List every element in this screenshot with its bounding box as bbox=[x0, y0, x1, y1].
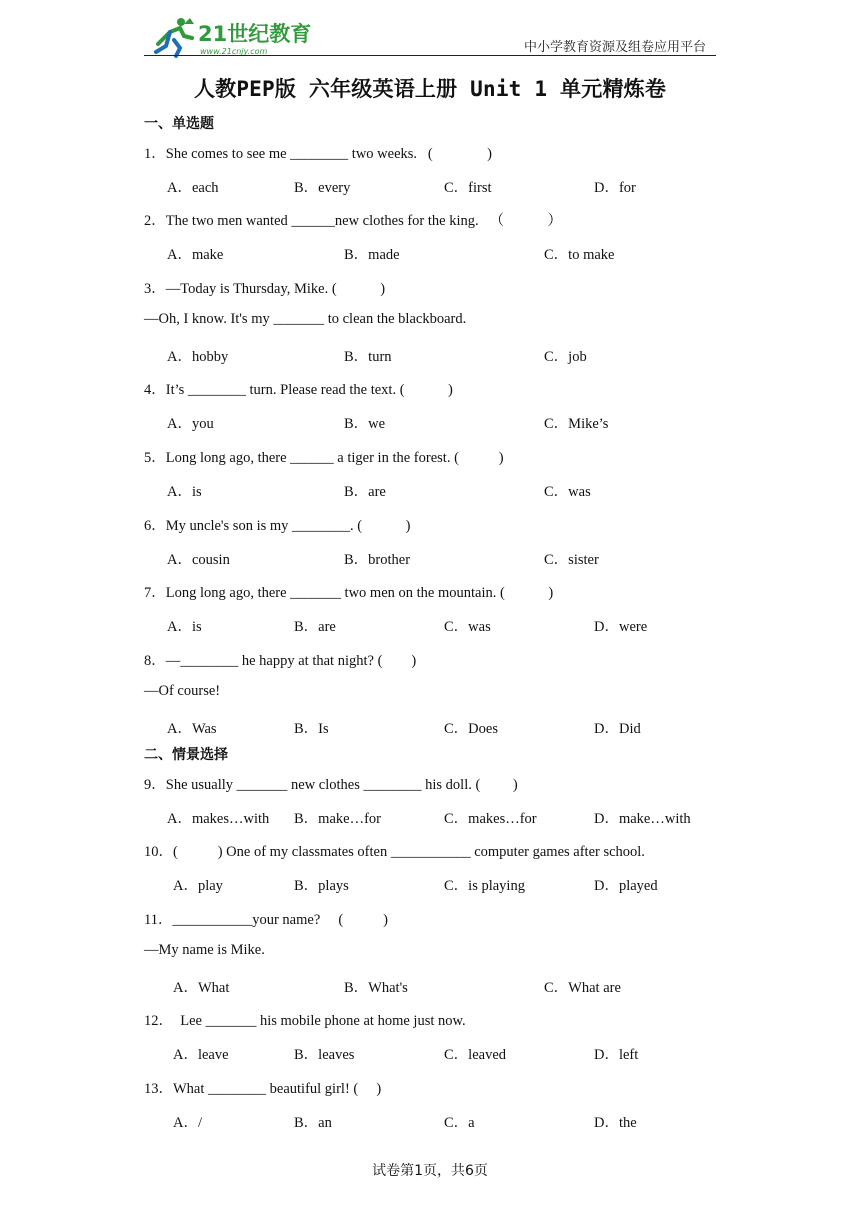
option: C．What are bbox=[544, 980, 621, 996]
question-stem: 12． Lee _______ his mobile phone at home just now. bbox=[144, 1013, 466, 1029]
option: B．brother bbox=[344, 552, 411, 568]
option: C．Mike’s bbox=[544, 416, 609, 432]
option: B．make…for bbox=[294, 811, 381, 827]
logo-url: www.21cnjy.com bbox=[200, 47, 268, 56]
option: C．Does bbox=[444, 721, 498, 737]
runner-icon bbox=[156, 18, 194, 56]
option: D．the bbox=[594, 1115, 637, 1131]
question-stem: 3．—Today is Thursday, Mike. ( ) bbox=[144, 281, 386, 297]
section-heading: 二、情景选择 bbox=[144, 747, 228, 763]
option: A．hobby bbox=[167, 349, 229, 365]
option: A．Was bbox=[167, 721, 217, 737]
option: C．a bbox=[444, 1115, 475, 1131]
option: B．made bbox=[344, 247, 400, 263]
option: C．is playing bbox=[444, 878, 525, 894]
question-stem: 1．She comes to see me ________ two weeks. ( ) bbox=[144, 146, 492, 162]
option: A．make bbox=[167, 247, 224, 263]
page-footer: 试卷第1页，共6页 bbox=[372, 1163, 488, 1179]
option: A．makes…with bbox=[167, 811, 270, 827]
question-stem: 10．( ) One of my classmates often ___________ computer games after school. bbox=[144, 844, 645, 860]
option: D．for bbox=[594, 180, 636, 196]
option: A．leave bbox=[173, 1047, 229, 1063]
question-stem: 6．My uncle's son is my ________. ( ) bbox=[144, 518, 411, 534]
option: B．we bbox=[344, 416, 386, 432]
option: C．sister bbox=[544, 552, 599, 568]
logo-text: 21世纪教育 bbox=[198, 22, 312, 46]
option: A．you bbox=[167, 416, 214, 432]
option: D．were bbox=[594, 619, 648, 635]
option: D．played bbox=[594, 878, 658, 894]
option: C．job bbox=[544, 349, 587, 365]
option: D．make…with bbox=[594, 811, 691, 827]
question-stem: 11．___________your name? ( ) bbox=[144, 912, 388, 928]
option: B．plays bbox=[294, 878, 349, 894]
option: D．left bbox=[594, 1047, 639, 1063]
option: A．is bbox=[167, 619, 202, 635]
question-stem: 2．The two men wanted ______new clothes for the king. （ ） bbox=[144, 213, 563, 229]
option: A．cousin bbox=[167, 552, 230, 568]
section-heading: 一、单选题 bbox=[144, 116, 214, 132]
page-title: 人教PEP版 六年级英语上册 Unit 1 单元精炼卷 bbox=[193, 77, 667, 101]
option: C．was bbox=[544, 484, 591, 500]
option: A．each bbox=[167, 180, 219, 196]
site-logo bbox=[146, 14, 316, 58]
platform-name: 中小学教育资源及组卷应用平台 bbox=[523, 40, 706, 55]
option: A．/ bbox=[173, 1115, 202, 1131]
question-stem: 7．Long long ago, there _______ two men on the mountain. ( ) bbox=[144, 585, 554, 601]
question-stem: 13．What ________ beautiful girl! ( ) bbox=[144, 1081, 382, 1097]
option: B．turn bbox=[344, 349, 392, 365]
option: B．leaves bbox=[294, 1047, 355, 1063]
option: B．Is bbox=[294, 721, 329, 737]
option: C．makes…for bbox=[444, 811, 537, 827]
header-divider bbox=[144, 55, 716, 56]
option: C．was bbox=[444, 619, 491, 635]
option: C．first bbox=[444, 180, 492, 196]
option: C．to make bbox=[544, 247, 615, 263]
option: B．are bbox=[344, 484, 386, 500]
question-stem-line: —My name is Mike. bbox=[144, 942, 265, 958]
option: A．is bbox=[167, 484, 202, 500]
question-stem: 5．Long long ago, there ______ a tiger in the forest. ( ) bbox=[144, 450, 504, 466]
question-stem-line: —Of course! bbox=[144, 683, 221, 699]
question-stem: 8．—________ he happy at that night? ( ) bbox=[144, 653, 417, 669]
option: B．What's bbox=[344, 980, 408, 996]
option: A．What bbox=[173, 980, 230, 996]
question-stem-line: —Oh, I know. It's my _______ to clean the blackboard. bbox=[144, 311, 467, 327]
question-stem: 4．It’s ________ turn. Please read the text. ( ) bbox=[144, 382, 453, 398]
option: B．every bbox=[294, 180, 351, 196]
option: B．an bbox=[294, 1115, 332, 1131]
option: B．are bbox=[294, 619, 336, 635]
option: A．play bbox=[173, 878, 223, 894]
question-stem: 9．She usually _______ new clothes ________ his doll. ( ) bbox=[144, 777, 518, 793]
option: D．Did bbox=[594, 721, 641, 737]
option: C．leaved bbox=[444, 1047, 507, 1063]
